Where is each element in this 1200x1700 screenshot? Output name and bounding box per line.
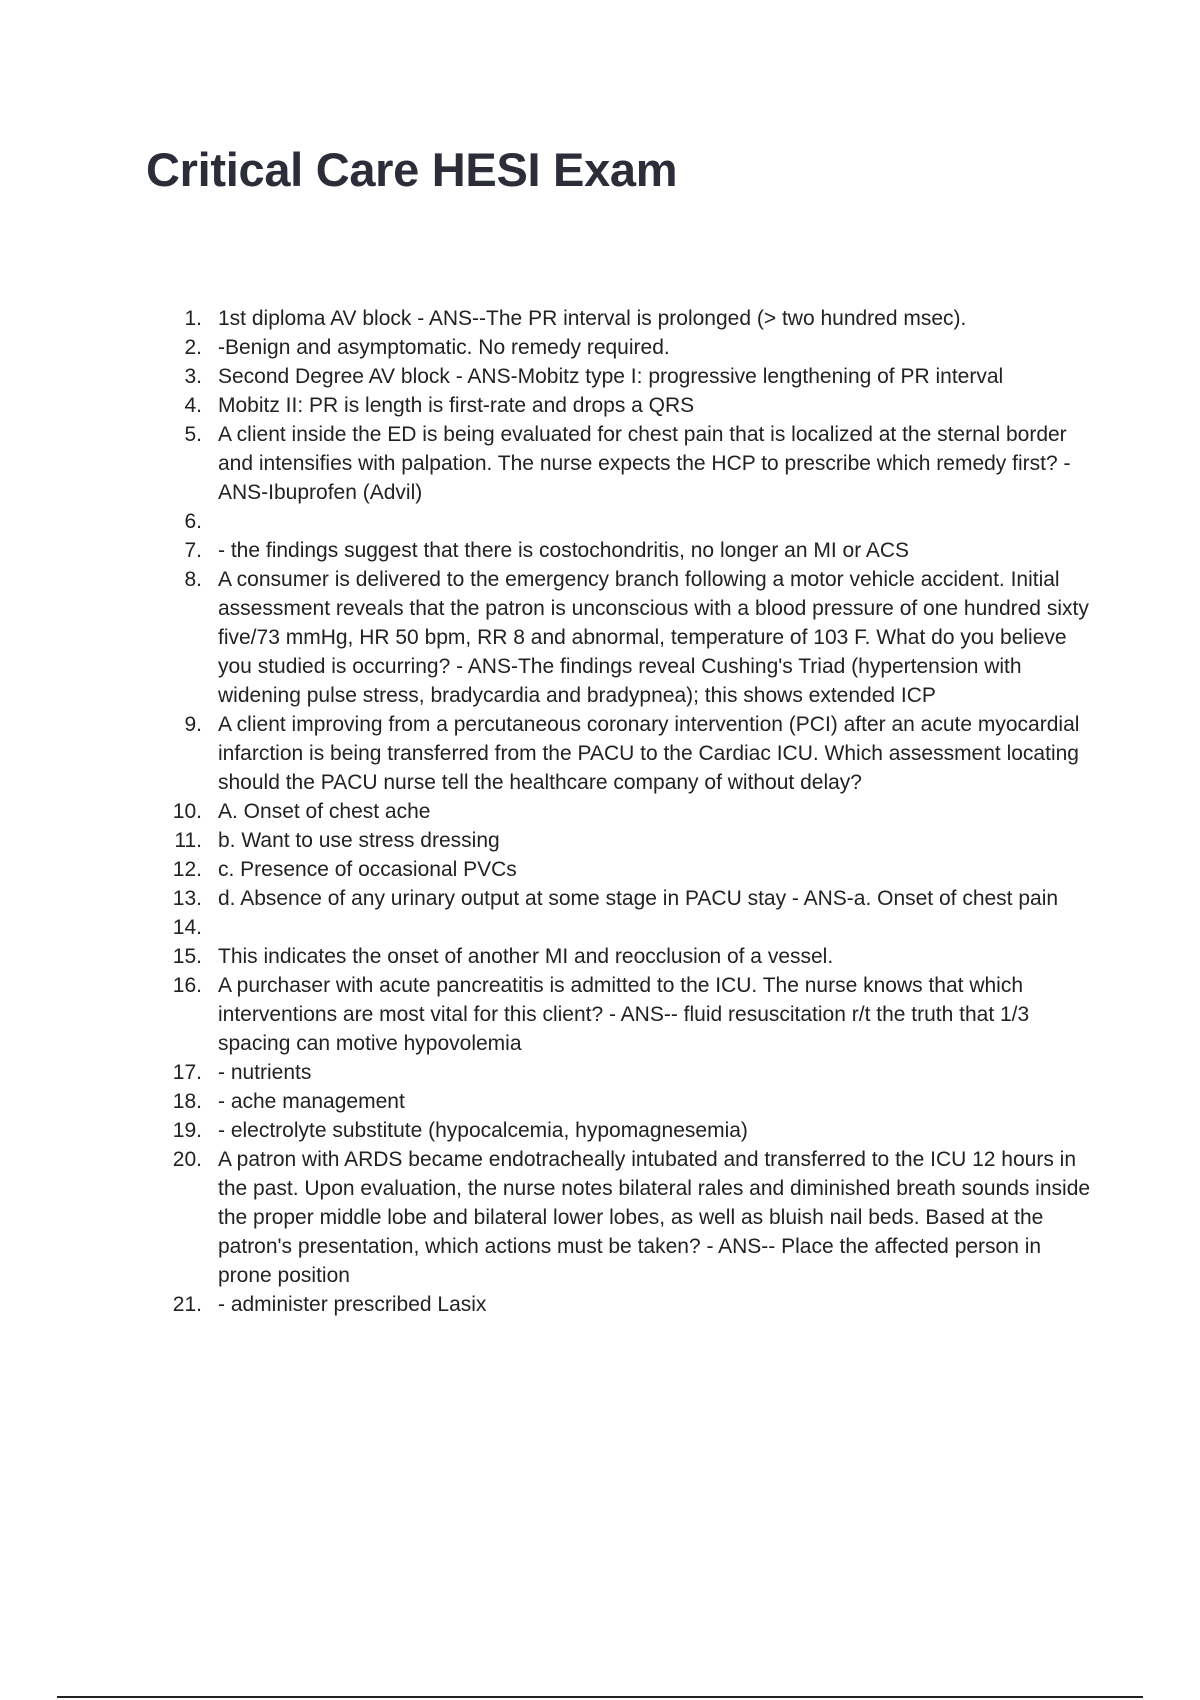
list-item xyxy=(0,536,1200,565)
list-item-text: 1st diploma AV block - ANS--The PR interval is prolonged (> two hundred msec). xyxy=(218,307,967,330)
list-item-text: b. Want to use stress dressing xyxy=(218,829,500,852)
list-item-number: 3 . xyxy=(150,362,202,391)
list-item-number: 1 . xyxy=(150,304,202,333)
list-item xyxy=(0,826,1200,855)
list-item-number: 12 . xyxy=(150,855,202,884)
list-item-text: - ache management xyxy=(218,1090,405,1113)
page-title: Critical Care HESI Exam xyxy=(146,143,678,196)
list-item-text: Second Degree AV block - ANS-Mobitz type I: progressive lengthening of PR interval xyxy=(218,365,1004,388)
list-item xyxy=(0,391,1200,420)
list-item-number: 11 . xyxy=(150,826,202,855)
list-item xyxy=(0,362,1200,391)
list-item-number: 7 . xyxy=(150,536,202,565)
list-item-text: A. Onset of chest ache xyxy=(218,800,431,823)
list-item xyxy=(0,420,1200,507)
list-item-number: 8 . xyxy=(150,565,202,594)
list-item-text: Mobitz II: PR is length is first-rate and drops a QRS xyxy=(218,394,695,417)
list-item-number: 17 . xyxy=(150,1058,202,1087)
list-item-text: A client inside the ED is being evaluated for chest pain that is localized at the sternal border and intensifies with palpation. The nurse expects the HCP to prescribe which remedy first? - ANS-Ibuprofen (Advil) xyxy=(218,423,1071,504)
list-item-text: - administer prescribed Lasix xyxy=(218,1293,487,1316)
list-item-text: d. Absence of any urinary output at some stage in PACU stay - ANS-a. Onset of chest pain xyxy=(218,887,1059,910)
list-item-text: c. Presence of occasional PVCs xyxy=(218,858,517,881)
list-item xyxy=(0,507,1200,536)
list-item xyxy=(0,971,1200,1058)
list-item-number: 2 . xyxy=(150,333,202,362)
list-item-text: A client improving from a percutaneous coronary intervention (PCI) after an acute myocardial infarction is being transferred from the PACU to the Cardiac ICU. Which assessment locating should the PACU nurse tell the healthcare company of without delay? xyxy=(218,713,1080,794)
list-item xyxy=(0,1116,1200,1145)
list-item-text: A patron with ARDS became endotracheally intubated and transferred to the ICU 12 hours in the past. Upon evaluation, the nurse notes bilateral rales and diminished breath sounds inside the proper middle lobe and bilateral lower lobes, as well as bluish nail beds. Based at the patron's presentation, which actions must be taken? - ANS-- Place the affected person in prone position xyxy=(218,1148,1091,1287)
list-item-text: - the findings suggest that there is costochondritis, no longer an MI or ACS xyxy=(218,539,910,562)
list-item-number: 16 . xyxy=(150,971,202,1000)
list-item xyxy=(0,1290,1200,1319)
list-item xyxy=(0,797,1200,826)
list-item-number: 14 . xyxy=(150,913,202,942)
list-item-number: 10 . xyxy=(150,797,202,826)
list-item-text: -Benign and asymptomatic. No remedy required. xyxy=(218,336,670,359)
list-item-number: 20 . xyxy=(150,1145,202,1174)
list-item-number: 19 . xyxy=(150,1116,202,1145)
footer-divider xyxy=(57,1696,1143,1698)
list-item xyxy=(0,565,1200,710)
list-item-text xyxy=(218,913,1100,942)
list-item-text: A purchaser with acute pancreatitis is admitted to the ICU. The nurse knows that which interventions are most vital for this client? - ANS-- fluid resuscitation r/t the truth that 1/3 spacing can motive hypovolemia xyxy=(218,974,1030,1055)
list-item-number: 6 . xyxy=(150,507,202,536)
list-item-number: 4 . xyxy=(150,391,202,420)
list-item xyxy=(0,884,1200,913)
list-item-text: - nutrients xyxy=(218,1061,312,1084)
list-item-number: 13 . xyxy=(150,884,202,913)
list-item xyxy=(0,1087,1200,1116)
list-item xyxy=(0,1145,1200,1290)
list-item-number: 21 . xyxy=(150,1290,202,1319)
list-item-number: 5 . xyxy=(150,420,202,449)
list-item xyxy=(0,942,1200,971)
list-item-text: - electrolyte substitute (hypocalcemia, hypomagnesemia) xyxy=(218,1119,748,1142)
list-item-text xyxy=(218,507,1100,536)
list-item-number: 15 . xyxy=(150,942,202,971)
list-item-number: 9 . xyxy=(150,710,202,739)
list-item xyxy=(0,333,1200,362)
list-item xyxy=(0,710,1200,797)
list-item-text: A consumer is delivered to the emergency branch following a motor vehicle accident. Initial assessment reveals that the patron is unconscious with a blood pressure of one hundred sixty five/73 mmHg, HR 50 bpm, RR 8 and abnormal, temperature of 103 F. What do you believe you studied is occurring? - ANS-The findings reveal Cushing's Triad (hypertension with widening pulse stress, bradycardia and bradypnea); this shows extended ICP xyxy=(218,568,1089,707)
list-item xyxy=(0,855,1200,884)
list-item xyxy=(0,913,1200,942)
list-item xyxy=(0,304,1200,333)
question-answer-list xyxy=(0,304,1200,1319)
list-item-number: 18 . xyxy=(150,1087,202,1116)
list-item xyxy=(0,1058,1200,1087)
list-item-text: This indicates the onset of another MI and reocclusion of a vessel. xyxy=(218,945,834,968)
